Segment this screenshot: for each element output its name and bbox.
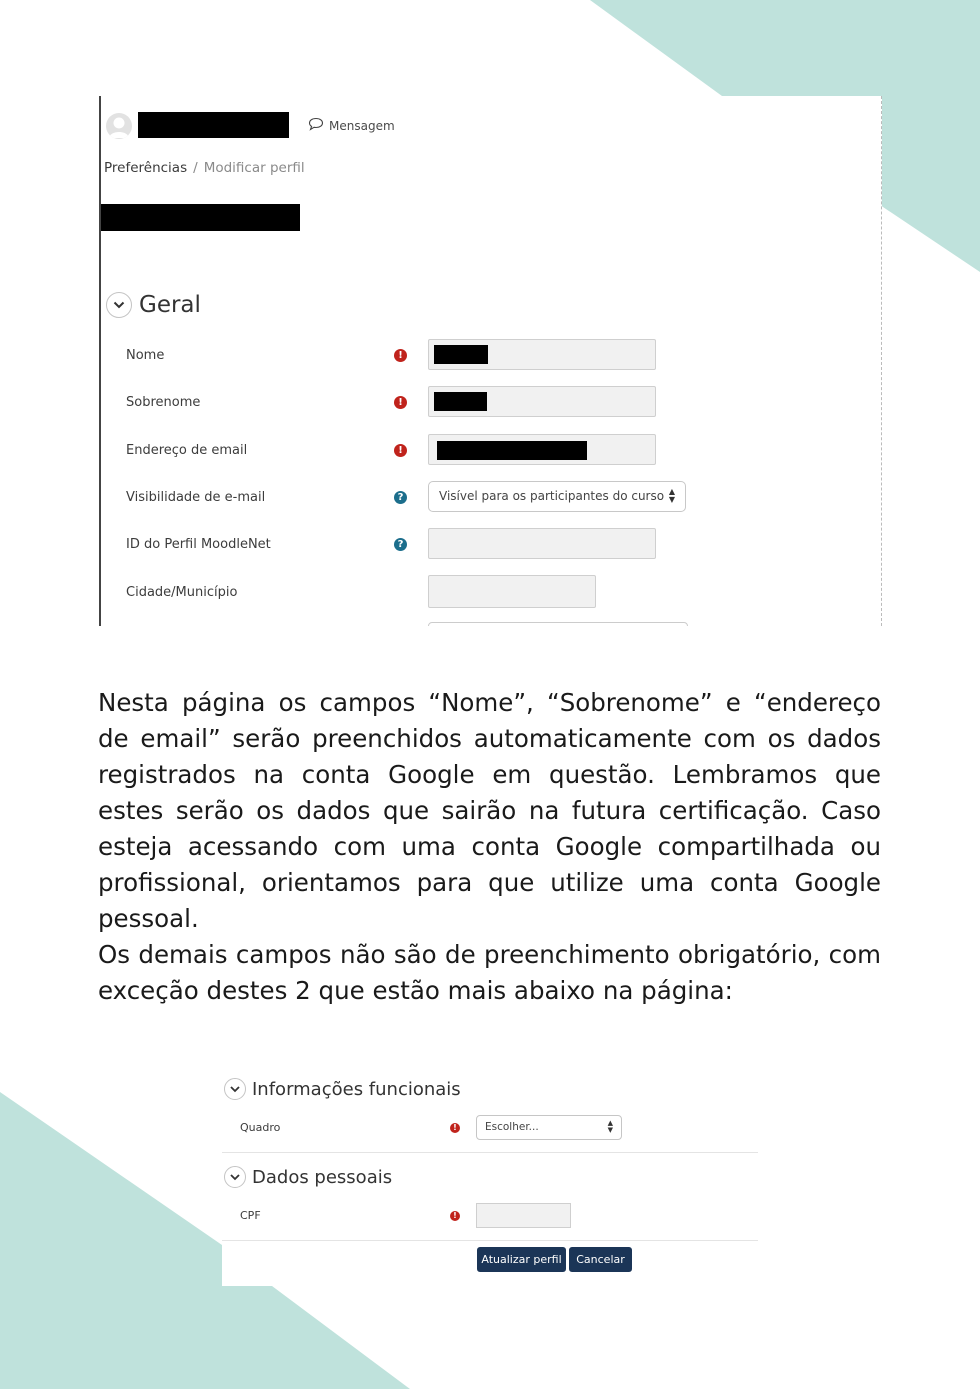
speech-bubble-icon bbox=[308, 117, 324, 134]
select-value: Visível para os participantes do curso bbox=[439, 489, 665, 503]
redacted-value bbox=[434, 392, 487, 411]
chevron-down-icon[interactable] bbox=[106, 292, 132, 318]
required-fields-screenshot bbox=[222, 1068, 758, 1286]
paragraph-2: Os demais campos não são de preenchimento obrigatório, com exceção destes 2 que estão mais abaixo na página: bbox=[98, 940, 881, 1005]
breadcrumb-current: Modificar perfil bbox=[203, 160, 305, 176]
cidade-input[interactable] bbox=[428, 575, 596, 608]
section-title: Geral bbox=[139, 292, 201, 318]
nome-input[interactable] bbox=[428, 339, 656, 370]
quadro-select[interactable] bbox=[476, 1115, 622, 1140]
email-input[interactable] bbox=[428, 434, 656, 465]
select-arrows-icon: ▲ ▼ bbox=[668, 487, 675, 504]
field-label: Cidade/Município bbox=[126, 585, 238, 600]
profile-form-screenshot bbox=[99, 96, 882, 626]
breadcrumb-preferences[interactable]: Preferências bbox=[104, 160, 188, 176]
paragraph-1: Nesta página os campos “Nome”, “Sobrenome” e “endereço de email” serão preenchidos automaticamente com os dados registrados na conta Google em questão. Lembramos que estes serão os dados que sairão na futura certificação. Caso esteja acessando com uma conta Google compartilhada ou profissional, orientamos para que utilize uma conta Google pessoal. bbox=[98, 688, 881, 933]
required-icon: ! bbox=[394, 396, 407, 409]
field-sobrenome bbox=[101, 386, 881, 420]
redacted-value bbox=[437, 441, 587, 460]
quadro-label: Quadro bbox=[240, 1121, 281, 1134]
redacted-user-name bbox=[138, 112, 289, 138]
instruction-text bbox=[98, 685, 881, 1009]
redacted-value bbox=[434, 345, 488, 364]
required-icon: ! bbox=[394, 349, 407, 362]
email-visibility-select[interactable] bbox=[428, 481, 686, 512]
sobrenome-input[interactable] bbox=[428, 386, 656, 417]
select-value: Escolher... bbox=[485, 1121, 539, 1133]
breadcrumb bbox=[104, 160, 305, 176]
chevron-down-icon[interactable] bbox=[224, 1166, 246, 1188]
field-label: Sobrenome bbox=[126, 395, 201, 410]
section-title: Informações funcionais bbox=[252, 1078, 461, 1100]
required-icon: ! bbox=[450, 1123, 460, 1133]
message-link[interactable] bbox=[308, 117, 395, 134]
avatar[interactable] bbox=[106, 113, 132, 139]
section-title: Dados pessoais bbox=[252, 1166, 393, 1188]
field-label: Visibilidade de e-mail bbox=[126, 490, 266, 505]
field-nome bbox=[101, 339, 881, 373]
redacted-page-title bbox=[101, 204, 300, 231]
section-funcionais-header[interactable] bbox=[224, 1078, 461, 1100]
section-dados-pessoais-header[interactable] bbox=[224, 1166, 392, 1188]
update-profile-button[interactable]: Atualizar perfil bbox=[477, 1247, 566, 1272]
field-moodlenet-id bbox=[101, 528, 881, 562]
message-label: Mensagem bbox=[329, 118, 395, 133]
select-arrows-icon: ▲ ▼ bbox=[607, 1119, 613, 1134]
cut-off-field bbox=[428, 622, 688, 626]
help-icon[interactable]: ? bbox=[394, 491, 407, 504]
divider bbox=[222, 1240, 758, 1241]
help-icon[interactable]: ? bbox=[394, 538, 407, 551]
section-geral-header[interactable] bbox=[106, 292, 201, 318]
breadcrumb-separator: / bbox=[193, 160, 198, 176]
chevron-down-icon[interactable] bbox=[224, 1078, 246, 1100]
moodlenet-id-input[interactable] bbox=[428, 528, 656, 559]
required-icon: ! bbox=[394, 444, 407, 457]
cpf-input[interactable] bbox=[476, 1203, 571, 1228]
field-label: ID do Perfil MoodleNet bbox=[126, 537, 271, 552]
required-icon: ! bbox=[450, 1211, 460, 1221]
field-email-visibility bbox=[101, 481, 881, 515]
field-cidade bbox=[101, 575, 881, 609]
field-email bbox=[101, 434, 881, 468]
cancel-button[interactable]: Cancelar bbox=[569, 1247, 632, 1272]
field-label: Nome bbox=[126, 348, 165, 363]
divider bbox=[222, 1152, 758, 1153]
field-label: Endereço de email bbox=[126, 443, 248, 458]
cpf-label: CPF bbox=[240, 1209, 261, 1222]
